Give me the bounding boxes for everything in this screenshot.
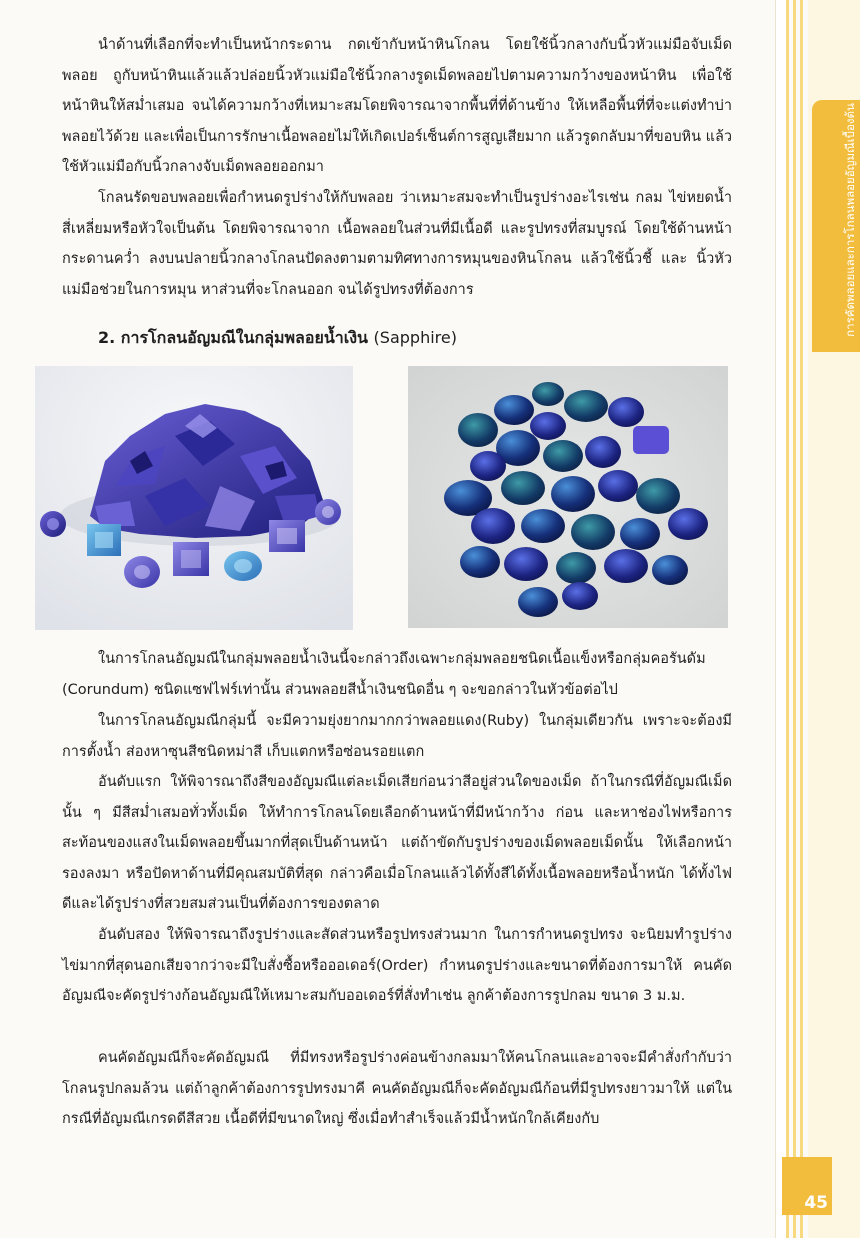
paragraph-7: คนคัดอัญมณีก็จะคัดอัญมณี ที่มีทรงหรือรูปร่างค่อนข้างกลมมาให้คนโกลนและอาจจะมีคำสั่งกำกับว่าโกลนรูปกลมล้วน แต่ถ้าลูกค้าต้องการรูปทรงมาคี คนคัดอัญมณีก็จะคัดอัญมณีก้อนที่มีรูปทรงยาวมาให้ แต่ในกรณีที่อัญมณีเกรดดีสีสวย เนื้อดีที่มีขนาดใหญ่ ซึ่งเมื่อทำสำเร็จแล้วมีน้ำหนักใกล้เคียงกับ: [62, 1050, 732, 1128]
paragraph-3: ในการโกลนอัญมณีในกลุ่มพลอยน้ำเงินนี้จะกล่าวถึงเฉพาะกลุ่มพลอยชนิดเนื้อแข็งหรือกลุ่มคอรันดัม (Corundum) ชนิดแซฟไฟร์เท่านั้น ส่วนพลอยสีน้ำเงินชนิดอื่น ๆ จะขอกล่าวในหัวข้อต่อไป: [62, 651, 706, 698]
paragraph-1: นำด้านที่เลือกที่จะทำเป็นหน้ากระดาน กดเข้ากับหน้าหินโกลน โดยใช้นิ้วกลางกับนิ้วหัวแม่มือจับเม็ดพลอย ถูกับหน้าหินแล้วแล้วปล่อยนิ้วหัวแม่มือใช้นิ้วกลางรูดเม็ดพลอยไปตามความกว้างของหน้าหิน เพื่อใช้หน้าหินให้สม่ำเสมอ จนได้ความกว้างที่เหมาะสมโดยพิจารณาจากพื้นที่ที่ด้านข้าง ให้เหลือพื้นที่ที่จะแต่งทำบ่าพลอยไว้ด้วย และเพื่อเป็นการรักษาเนื้อพลอยไม่ให้เกิดเปอร์เซ็นต์การสูญเสียมาก แล้วรูดกลับมาที่ขอบหิน แล้วใช้หัวแม่มือกับนิ้วกลางจับเม็ดพลอยออกมา: [62, 37, 732, 176]
paragraph-4: ในการโกลนอัญมณีกลุ่มนี้ จะมีความยุ่งยากมากกว่าพลอยแดง(Ruby) ในกลุ่มเดียวกัน เพราะจะต้องมีการตั้งน้ำ ส่องหาซุนสีชนิดหม่าสี เก็บแตกหรือซ่อนรอยแตก: [62, 713, 732, 760]
sapphire-rough-and-cut-illustration: [35, 366, 353, 630]
sapphire-rough-crystals-photo: [408, 366, 728, 628]
chapter-side-tab-text: การคัดพลอยและการโกลนพลอยอัญมณีเบื้องต้น: [843, 103, 857, 337]
chapter-side-tab: [812, 100, 860, 352]
margin-stripe-2: [786, 0, 789, 1238]
paragraph-5: อันดับแรก ให้พิจารณาถึงสีของอัญมณีแต่ละเม็ดเสียก่อนว่าสีอยู่ส่วนใดของเม็ด ถ้าในกรณีที่อัญมณีเม็ดนั้น ๆ มีสีสม่ำเสมอทั่วทั้งเม็ด ให้ทำการโกลนโดยเลือกด้านหน้าที่มีหน้ากว้าง ก่อน และหาช่องไฟหรือการสะท้อนของแสงในเม็ดพลอยขึ้นมากที่สุดเป็นด้านหน้า แต่ถ้าขัดกับรูปร่างของเม็ดพลอยเม็ดนั้น ให้เลือกหน้ารองลงมา หรือปัดหาด้านที่มีคุณสมบัติที่สุด กล่าวคือเมื่อโกลนแล้วได้ทั้งสีได้ทั้งเนื้อพลอยหรือน้ำหนัก ได้ทั้งไฟดีและได้รูปร่างที่สวยสมส่วนเป็นที่ต้องการของตลาด: [62, 774, 732, 913]
section-heading-english: (Sapphire): [373, 328, 457, 347]
sapphire-rough-crystals-illustration: [408, 366, 728, 628]
margin-stripe-3: [793, 0, 796, 1238]
margin-stripe-4: [800, 0, 803, 1238]
paragraph-6: อันดับสอง ให้พิจารณาถึงรูปร่างและสัดส่วนหรือรูปทรงส่วนมาก ในการกำหนดรูปทรง จะนิยมทำรูปร่างไข่มากที่สุดนอกเสียจากว่าจะมีใบสั่งซื้อหรือออเดอร์(Order) กำหนดรูปร่างและขนาดที่ต้องการมาให้ คนคัดอัญมณีจะคัดรูปร่างก้อนอัญมณีให้เหมาะสมกับออเดอร์ที่สั่งทำเช่น ลูกค้าต้องการรูปกลม ขนาด 3 ม.ม.: [62, 927, 732, 1005]
paragraph-2: โกลนรัดขอบพลอยเพื่อกำหนดรูปร่างให้กับพลอย ว่าเหมาะสมจะทำเป็นรูปร่างอะไรเช่น กลม ไข่หยดน้ำ สี่เหลี่ยมหรือหัวใจเป็นต้น โดยพิจารณาจาก เนื้อพลอยในส่วนที่มีเนื้อดี และรูปทรงที่สมบูรณ์ โดยใช้ด้านหน้ากระดานคว่ำ ลงบนปลายนิ้วกลางโกลนปัดลงตามตามทิศทางการหมุนของหินโกลน แล้วใช้นิ้วชี้ และ นิ้วหัวแม่มือช่วยในการหมุน หาส่วนที่จะโกลนออก จนได้รูปทรงที่ต้องการ: [62, 190, 732, 298]
margin-stripe-1: [775, 0, 786, 1238]
page-number-box: [782, 1157, 832, 1215]
section-heading: [98, 326, 457, 351]
page-number: 45: [804, 1193, 828, 1213]
sapphire-rough-and-cut-photo: [35, 366, 353, 630]
section-heading-thai: 2. การโกลนอัญมณีในกลุ่มพลอยน้ำเงิน: [98, 328, 368, 347]
